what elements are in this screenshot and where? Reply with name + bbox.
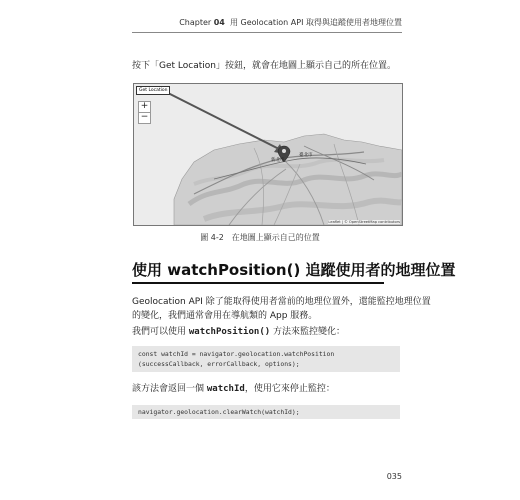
code-block-clearwatch: [132, 405, 400, 419]
running-header: [179, 17, 402, 28]
page-number: 035: [386, 472, 402, 481]
inline-code-watchid: watchId: [206, 384, 245, 394]
body-paragraph-2: [132, 324, 345, 337]
map-label-new-taipei: 新北市: [271, 158, 285, 163]
map-label-taipei: 臺北市: [299, 153, 313, 158]
intro-paragraph: 按下「Get Location」按鈕，就會在地圖上顯示自己的所在位置。: [132, 61, 396, 71]
section-heading: 使用 watchPosition() 追蹤使用者的地理位置: [132, 261, 456, 279]
code-block-watchposition: [132, 346, 400, 372]
map-figure[interactable]: [133, 83, 403, 226]
paragraph-3-suffix: ，使用它來停止監控：: [244, 384, 335, 394]
figure-caption: 圖 4-2 在地圖上顯示自己的位置: [200, 233, 320, 242]
chapter-title: 用 Geolocation API 取得與追蹤使用者地理位置: [229, 18, 402, 27]
header-divider: [132, 32, 402, 33]
zoom-in-button[interactable]: +: [138, 101, 151, 113]
paragraph-3-prefix: 該方法會返回一個: [132, 384, 207, 394]
inline-code-watchposition: watchPosition(): [188, 327, 271, 337]
get-location-button[interactable]: Get Location: [136, 86, 170, 95]
code-line: (successCallback, errorCallback, options);: [138, 360, 300, 368]
body-paragraph-1-line-1: Geolocation API 除了能取得使用者當前的地理位置外，還能監控地理位置: [132, 297, 431, 307]
section-underline: [132, 282, 384, 284]
paragraph-2-prefix: 我們可以使用: [132, 327, 189, 337]
zoom-out-button[interactable]: −: [138, 112, 151, 124]
map-terrain: [134, 84, 402, 225]
chapter-label: Chapter: [179, 18, 212, 27]
code-line: navigator.geolocation.clearWatch(watchId);: [138, 408, 300, 416]
body-paragraph-3: [132, 381, 335, 394]
body-paragraph-1-line-2: 的變化，我們通常會用在導航類的 App 服務。: [132, 311, 318, 321]
map-attribution[interactable]: Leaflet | © OpenStreetMap contributors: [328, 220, 400, 224]
code-line: const watchId = navigator.geolocation.watchPosition: [138, 350, 335, 358]
paragraph-2-suffix: 方法來監控變化：: [270, 327, 346, 337]
chapter-number: 04: [213, 18, 225, 27]
